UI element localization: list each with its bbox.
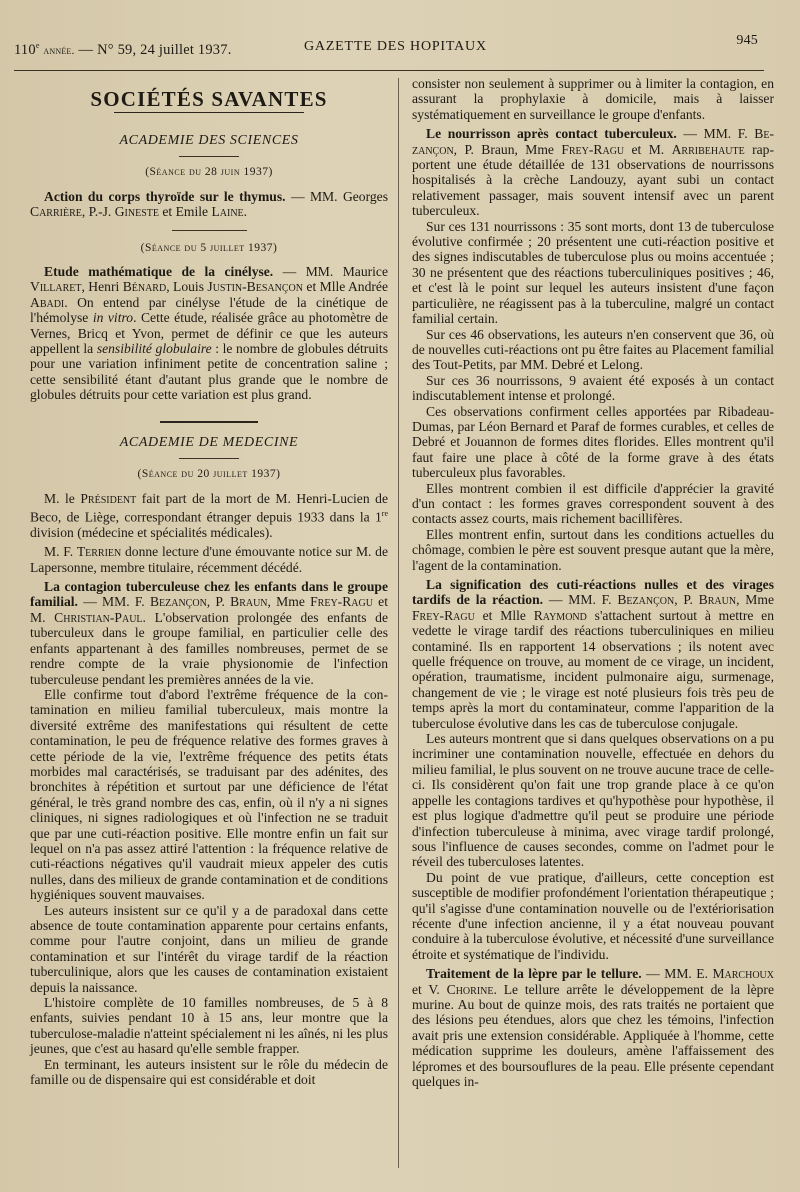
seance-date [30, 241, 388, 256]
article-nourrisson [412, 126, 774, 218]
paragraph: Elles montrent combien il est difficile d'apprécier la gravité d'un contact : les formes graves correspondent souvent à des contacts assez courts, mais richement bacillifères. [412, 480, 774, 527]
author: Bénard [122, 279, 167, 295]
text: , Mme [267, 594, 311, 610]
author: Frey-Ragu [412, 607, 475, 623]
paragraph: Ces observations confirment celles apportées par Ribadeau-Dumas, par Léon Bernard et Paraf de formes curables, et celles de Debré et Jouannon de formes dites florides. Elles montrent qu'il faut faire une place à côté de la forme grave à des états tuberculeux plus favorables. [412, 403, 774, 481]
issue-line [14, 41, 232, 59]
text: , Henri [81, 279, 123, 295]
author: Bezançon [412, 126, 774, 157]
article-title: Etude mathématique de la cinélyse. [44, 264, 274, 280]
seance-date [30, 467, 388, 482]
text: — MM. Maurice [273, 264, 389, 280]
issue-date: — N° 59, 24 juillet 1937. [78, 41, 232, 58]
author: Chorine [446, 981, 494, 997]
author: Braun [230, 594, 268, 610]
page-number: 945 [736, 33, 758, 48]
volume-number: 110 [14, 41, 36, 58]
paragraph: Sur ces 131 nourrissons : 35 sont morts, dont 13 de tuberculose évolutive confirmée ; 20 présentent une cuti-réaction positive et des signes indiscutables de tuberculose plus ou moins accentuée ; 30 ne présentent que des réactions tuberculiniques positives ; 46, et c'est là le point sur lequel les auteurs insistent d'une façon particulière, ne réagissent pas à la tuberculine, malgré un contact familial certain. [412, 218, 774, 327]
author: Terrien [76, 544, 122, 560]
author: Villaret [30, 279, 82, 295]
rubric-underline [114, 112, 304, 113]
text: , Louis [166, 279, 208, 295]
text: , P. [674, 592, 699, 608]
volume-label: année. [43, 42, 75, 57]
article-title: Action du corps thyroïde sur le thymus. [44, 188, 286, 204]
paragraph: En terminant, les auteurs insistent sur le rôle du médecin de famille ou de dispensaire qui est considérable et doit [30, 1056, 388, 1088]
paragraph: Sur ces 46 observations, les auteurs n'en conservent que 36, où de nouvelles cuti-réactions ont pu être faites au Placement familial des Tout-Petits, par MM. Debré et Lelong. [412, 326, 774, 373]
seance-prefix: (Séance du [140, 241, 197, 254]
text: . L'observation prolongée des enfants de tuberculeux dans le groupe familial, en particulier celle des enfants appartenant à des familles nombreuses, permet de se rendre compte de la vraie physionomie de l'infection tuberculeuse pendant les premières années de la vie. [30, 609, 388, 687]
seance-day: 20 juillet 1937) [197, 468, 281, 481]
text: re [381, 508, 388, 518]
article-title: Traitement de la lèpre par le tellure. [426, 966, 642, 982]
journal-title: GAZETTE DES HOPITAUX [304, 39, 487, 54]
paragraph [30, 491, 388, 541]
article-contagion [30, 579, 388, 687]
paragraph: Elle confirme tout d'abord l'extrême fréquence de la contamination en milieu familial tuberculeux, mais montre la diversité extrême des manifestations qui résultent de cette contamination, le peu de fréquence relative des formes graves à cette période de la vie, l'extrême fréquence des petits états morbides mal caractérisés, se traduisant par des adénites, des bronchites à répétition et surtout par une déficience de l'état général, le très grand nombre des cas, enfin, où il n'y a ni signes cliniques, ni signes radiologiques et où l'infection ne se traduit que par une cuti-réaction positive. Elle montre enfin un fait sur lequel on n'a pas assez attiré l'attention : la fréquence relative de cuti-réactions négatives qu'il vaudrait mieux appeler des cutis nulles, dans des milieux de grande contamination et de conditions hygiéniques souvent mauvaises. [30, 686, 388, 903]
column-divider [398, 78, 399, 1168]
paragraph: Du point de vue pratique, d'ailleurs, cette conception est susceptible de modifier profondément l'orientation thérapeutique ; qu'il s'agisse d'une contamination nouvelle ou de l'extériorisation récente d'une infection ancienne, il y a état nouveau pouvant conduire à la tuberculose évolutive, et nécessité d'une surveillance étroite et systématique de l'individu. [412, 869, 774, 962]
academy-medecine-title: ACADEMIE DE MEDECINE [119, 434, 299, 450]
text: . Cette étude, réalisée grâce au photomètre de Vernes, Bricq et Yvon, permet de définir ce que les auteurs appellent la [30, 310, 388, 357]
text: , P. Braun, Mme [453, 141, 562, 157]
paragraph: Elles montrent enfin, surtout dans les conditions actuelles du chômage, combien le père est souvent presque autant que la mère, l'agent de la contamination. [412, 526, 774, 573]
author: Laine [211, 204, 244, 220]
paragraph: Les auteurs insistent sur ce qu'il y a de paradoxal dans cette absence de toute contamination apparente pour certains enfants, comme pour l'autre conjoint, dans un milieu de grande contamination et sur l'intérêt du virage tardif de la réaction tuberculinique, alors que les causes de contamination existaient depuis la naissance. [30, 902, 388, 995]
author: Frey-Ragu [561, 141, 625, 157]
text: donne lecture d'une émouvante notice sur M. de Lapersonne, membre titulaire, récemment décédé. [30, 544, 388, 575]
author: Braun [698, 592, 737, 608]
seance-prefix: (Séance du [137, 468, 194, 481]
article-title: La signification des cuti-réactions nulles et des virages tardifs de la réaction. [412, 577, 774, 608]
seance-prefix: (Séance du [145, 166, 202, 179]
divider [172, 230, 247, 231]
volume-suffix: e [35, 41, 40, 50]
seance-day: 5 juillet 1937) [200, 241, 278, 254]
author: Bezançon [149, 594, 207, 610]
text: . Le tellure arrête le développement de la lèpre murine. Au bout de quinze mois, des rats traités ne portaient que des lésions peu étendues, alors que chez les témoins, l'infection avait pris une extension considérable. Appliquée à l'homme, cette médication supprime les douleurs, amène l'affaissement des lépromes et des boursouflures de la peau. Elle présente cependant quelques in- [412, 981, 774, 1089]
text: — MM. F. [77, 594, 150, 610]
author: Carrière [30, 204, 82, 220]
right-column [412, 76, 774, 1089]
section-divider [160, 421, 258, 423]
article-lepre [412, 966, 774, 1089]
left-column [30, 76, 388, 1087]
article-title: La contagion tuberculeuse chez les enfants dans le groupe familial. [30, 579, 388, 610]
author: Gineste [114, 204, 159, 220]
author: Bezançon [617, 592, 675, 608]
text: : le nombre de globules détruits pour une variation infiniment petite de concentration saline ; cette sensibilité étant d'autant plus grande que le nombre de globules détruits pour cette variation est plus grand. [30, 341, 388, 403]
text: et Mlle Andrée [302, 279, 388, 295]
text: et M. [624, 141, 672, 157]
paragraph [30, 544, 388, 575]
author: Justin-Besançon [207, 279, 303, 295]
text: et Mlle [474, 607, 534, 623]
text: — MM. F. [543, 592, 618, 608]
author: Abadi [30, 294, 65, 310]
header-rule [14, 70, 764, 71]
article-cinelyse [30, 264, 388, 403]
text: , P.-J. [81, 204, 115, 220]
page-header [14, 33, 764, 58]
text: rapportent une étude détaillée de 131 observations de nourrissons hospitalisés à la crèche Landouzy, ayant subi un contact relativement passager, mais souvent intensif avec un parent tuberculeux. [412, 141, 774, 219]
text: M. F. [44, 544, 77, 560]
author: Frey-Ragu [310, 594, 373, 610]
paragraph: L'histoire complète de 10 familles nombreuses, de 5 à 8 enfants, suivies pendant 10 à 15 ans, leur montre que la tuberculose-maladie n'atteint spécialement ni les aînés, ni les plus jeunes, que c'est au hasard qu'elle semble frapper. [30, 995, 388, 1057]
italic-text: sensibilité globulaire [96, 341, 212, 357]
author: Raymond [533, 607, 587, 623]
text: division (médecine et spécialités médicales). [30, 524, 273, 540]
text: , Mme [736, 592, 774, 608]
author: Arribehaute [671, 141, 745, 157]
seance-date [30, 165, 388, 180]
article-thymus [30, 189, 388, 220]
text: et Emile [159, 204, 212, 220]
article-signification [412, 577, 774, 731]
text: fait part de la mort de M. Henri-Lucien de Beco, de Liège, correspondant étranger depuis 1933 dans la 1 [30, 490, 389, 525]
italic-text: in vitro [92, 310, 134, 326]
text: . [243, 204, 248, 220]
text: Président [80, 490, 137, 506]
text: — MM. E. [641, 966, 713, 982]
paragraph: Les auteurs montrent que si dans quelques observations on a pu incriminer une contamination nouvelle, effectuée en dehors du milieu familial, le plus souvent on ne trouve aucune trace de celle-ci. Ils considèrent qu'on fait une trop grande place à ce qu'on appelle les contagions tardives et qu'hypothèse pour hypothèse, il est plus logique d'admettre qu'il peut se produire une période d'infection tuberculeuse à minima, avec virage tardif prolongé, sous l'influence de causes secondes, comme on l'admet pour le réveil des tuberculoses latentes. [412, 731, 774, 870]
section-rubric: SOCIÉTÉS SAVANTES [90, 87, 328, 111]
divider [179, 156, 239, 157]
text: et V. [412, 981, 447, 997]
text: et M. [30, 594, 388, 625]
text: — MM. Georges [285, 188, 388, 204]
author: Christian-Paul [54, 609, 143, 625]
text: , P. [206, 594, 231, 610]
paragraph: Sur ces 36 nourrissons, 9 avaient été exposés à un contact indiscutablement intense et prolongé. [412, 372, 774, 404]
paragraph: consister non seulement à supprimer ou à limiter la contagion, en assurant la prophylaxie à domicile, mais à laisser systématiquement en surveillance le groupe d'enfants. [412, 76, 774, 122]
seance-day: 28 juin 1937) [204, 166, 273, 179]
divider [179, 458, 239, 459]
text: . On entend par cinélyse l'étude de la cinétique de l'hémolyse [30, 294, 388, 326]
text: M. le [44, 490, 81, 506]
author: Marchoux [712, 966, 774, 982]
article-title: Le nourrisson après contact tuberculeux. [426, 126, 677, 142]
text: s'attachent surtout à mettre en vedette le virage tardif des réactions tuberculiniques en milieu contaminé. Ils en rapportent 14 observations ; ils notent avec quelle fréquence on trouve, au moment de ce virage, un incident, opération, traumatisme, incident pulmonaire aigu, surmenage, changement de vie ; le virage est noté plusieurs fois très peu de temps après la mort du contaminateur, comme l'apparition de la tuberculose évolutive dans les cas de tuberculose conjugale. [412, 607, 775, 731]
text: — MM. F. [676, 126, 755, 142]
academy-sciences-title: ACADEMIE DES SCIENCES [119, 133, 299, 148]
